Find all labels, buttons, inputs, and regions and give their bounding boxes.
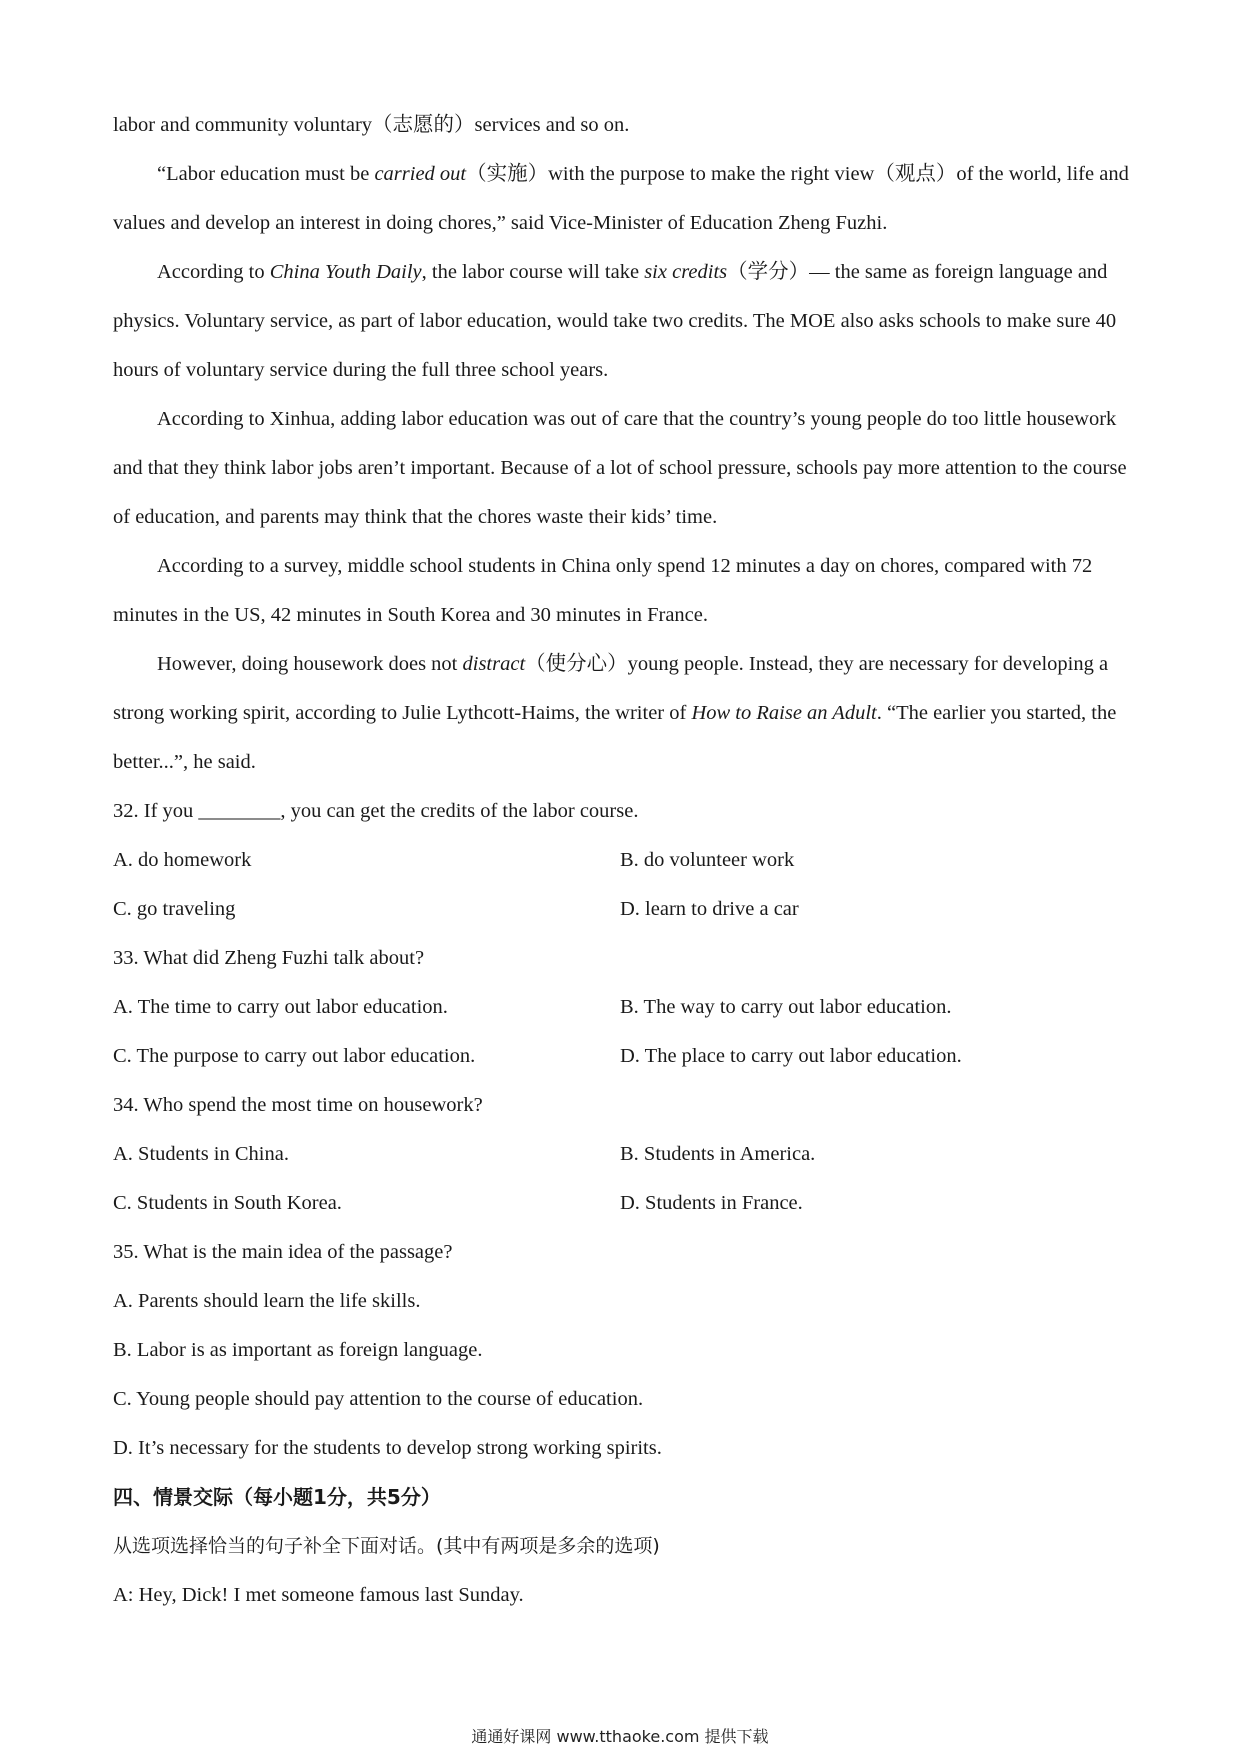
page-footer-credit: 通通好课网 www.tthaoke.com 提供下载	[471, 1727, 769, 1746]
question-35-option-c[interactable]: C. Young people should pay attention to the course of education.	[113, 1388, 644, 1410]
p5-text-b: （使分心）young people. Instead, they are necessary for developing a strong working spirit, according to Julie Lythcott-Haims, the writer of	[113, 653, 1109, 724]
p1-italic-carried-out: carried out	[374, 163, 467, 185]
question-34-options-row-2	[113, 1179, 1129, 1228]
page-content	[113, 101, 1129, 1620]
p5-text-a: However, doing housework does not	[157, 653, 463, 675]
question-33-option-a[interactable]: A. The time to carry out labor education.	[113, 996, 448, 1018]
passage-paragraph-2	[113, 248, 1129, 395]
section-4-heading: 四、情景交际（每小题1分，共5分）	[113, 1485, 441, 1509]
passage-paragraph-3: According to Xinhua, adding labor education was out of care that the country’s young people do too little housework and that they think labor jobs aren’t important. Because of a lot of school pressure, schools pay more attention to the course of education, and parents may think that the chores waste their kids’ time.	[113, 408, 1127, 528]
p2-text-a: According to	[157, 261, 270, 283]
question-34-options-row-1	[113, 1130, 1129, 1179]
question-34-option-d[interactable]: D. Students in France.	[620, 1192, 803, 1214]
p1-text-a: “Labor education must be	[157, 163, 375, 185]
passage-paragraph-0: labor and community voluntary（志愿的）services and so on.	[113, 114, 630, 136]
p2-italic-china-youth-daily: China Youth Daily	[269, 261, 422, 283]
p1-text-b: （实施）with the purpose to make the right view（观点）of the world, life and values and develop an interest in doing chores,” said Vice-Minister of Education Zheng Fuzhi.	[113, 163, 1129, 234]
question-32-options-row-1	[113, 836, 1129, 885]
question-32-option-a[interactable]: A. do homework	[113, 849, 252, 871]
passage-paragraph-4: According to a survey, middle school students in China only spend 12 minutes a day on chores, compared with 72 minutes in the US, 42 minutes in South Korea and 30 minutes in France.	[113, 555, 1093, 626]
question-34-option-a[interactable]: A. Students in China.	[113, 1143, 289, 1165]
question-33-option-b[interactable]: B. The way to carry out labor education.	[620, 996, 952, 1018]
question-33-options-row-2	[113, 1032, 1129, 1081]
passage-paragraph-1	[113, 150, 1129, 248]
question-34-option-b[interactable]: B. Students in America.	[620, 1143, 816, 1165]
p5-italic-book-title: How to Raise an Adult	[691, 702, 877, 724]
question-35-option-b[interactable]: B. Labor is as important as foreign language.	[113, 1339, 483, 1361]
passage-paragraph-5	[113, 640, 1129, 787]
question-32-option-c[interactable]: C. go traveling	[113, 898, 236, 920]
section-4-instruction: 从选项选择恰当的句子补全下面对话。(其中有两项是多余的选项)	[113, 1535, 660, 1557]
question-35-option-d[interactable]: D. It’s necessary for the students to develop strong working spirits.	[113, 1437, 662, 1459]
question-33-options-row-1	[113, 983, 1129, 1032]
question-32-stem: 32. If you ________, you can get the credits of the labor course.	[113, 800, 639, 822]
question-34-stem: 34. Who spend the most time on housework?	[113, 1094, 483, 1116]
p5-text-c: . “The earlier you started, the better...”, he said.	[113, 702, 1117, 773]
question-33-option-d[interactable]: D. The place to carry out labor education.	[620, 1045, 962, 1067]
question-33-stem: 33. What did Zheng Fuzhi talk about?	[113, 947, 425, 969]
p5-italic-distract: distract	[462, 653, 526, 675]
p2-italic-six-credits: six credits	[644, 261, 728, 283]
question-32-option-b[interactable]: B. do volunteer work	[620, 849, 795, 871]
question-35-stem: 35. What is the main idea of the passage?	[113, 1241, 453, 1263]
question-32-option-d[interactable]: D. learn to drive a car	[620, 898, 799, 920]
section-4-dialog-line: A: Hey, Dick! I met someone famous last Sunday.	[113, 1584, 524, 1606]
question-35-option-a[interactable]: A. Parents should learn the life skills.	[113, 1290, 421, 1312]
p2-text-b: , the labor course will take	[421, 261, 645, 283]
question-32-options-row-2	[113, 885, 1129, 934]
p2-text-c: （学分）— the same as foreign language and physics. Voluntary service, as part of labor education, would take two credits. The MOE also asks schools to make sure 40 hours of voluntary service during the full three school years.	[113, 261, 1117, 381]
question-33-option-c[interactable]: C. The purpose to carry out labor education.	[113, 1045, 476, 1067]
question-34-option-c[interactable]: C. Students in South Korea.	[113, 1192, 342, 1214]
